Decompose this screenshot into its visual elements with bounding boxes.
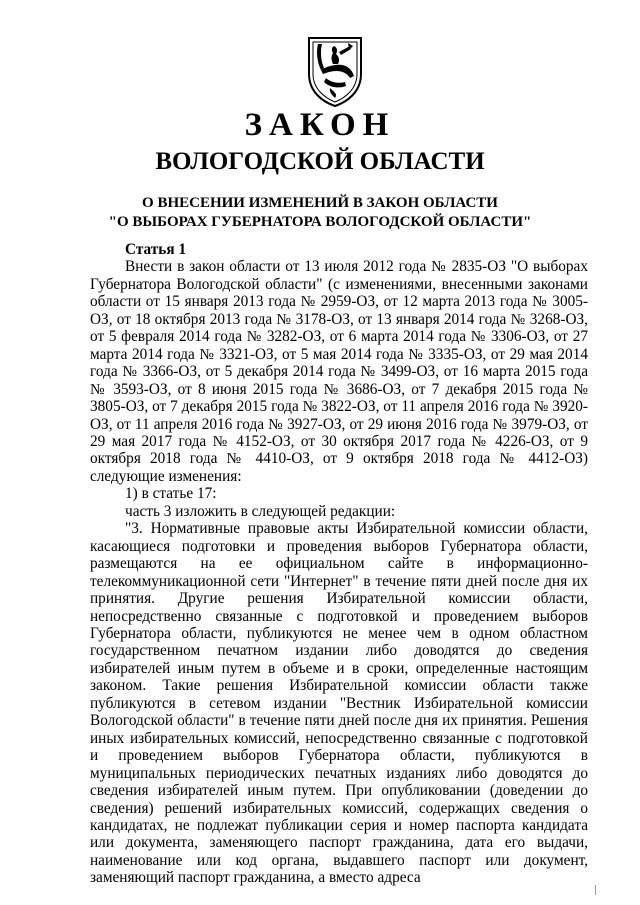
paragraph: Внести в закон области от 13 июля 2012 года № 2835-ОЗ "О выборах Губернатора Вологодской области" (с изменениями, внесенными законами области от 15 января 2013 года № 2959-ОЗ, от 12 марта 2013 года № 3005-ОЗ, от 18 октября 2013 года № 3178-ОЗ, от 13 января 2014 года № 3268-ОЗ, от 5 февраля 2014 года № 3282-ОЗ, от 6 марта 2014 года № 3306-ОЗ, от 27 марта 2014 года № 3321-ОЗ, от 5 мая 2014 года № 3335-ОЗ, от 29 мая 2014 года № 3366-ОЗ, от 5 декабря 2014 года № 3499-ОЗ, от 16 марта 2015 года № 3593-ОЗ, от 8 июня 2015 года № 3686-ОЗ, от 7 декабря 2015 года № 3805-ОЗ, от 7 декабря 2015 года № 3822-ОЗ, от 11 апреля 2016 года № 3920-ОЗ, от 11 апреля 2016 года № 3927-ОЗ, от 29 июня 2016 года № 3979-ОЗ, от 29 мая 2017 года № 4152-ОЗ, от 30 октября 2017 года № 4226-ОЗ, от 9 октября 2018 года № 4410-ОЗ, от 9 октября 2018 года № 4412-ОЗ) следующие изменения:: [90, 258, 588, 485]
paragraph: "3. Нормативные правовые акты Избирательной комиссии области, касающиеся подготовки и проведения выборов Губернатора области, размещаются на ее официальном сайте в информационно-телекоммуникационной сети "Интернет" в течение пяти дней после дня их принятия. Другие решения Избирательной комиссии области, непосредственно связанные с подготовкой и проведением выборов Губернатора области, публикуются не менее чем в одном областном государственном печатном издании либо доводятся до сведения избирателей иным путем в объеме и в сроки, определенные настоящим законом. Такие решения Избирательной комиссии области также публикуются в сетевом издании "Вестник Избирательной комиссии Вологодской области" в течение пяти дней после дня их принятия. Решения иных избирательных комиссий, непосредственно связанные с подготовкой и проведением выборов Губернатора области, публикуются в муниципальных периодических печатных изданиях либо доводятся до сведения избирателей иным путем. При опубликовании (доведении до сведения) решений избирательных комиссий, содержащих сведения о кандидатах, не подлежат публикации серия и номер паспорта кандидата или документа, заменяющего паспорт гражданина, дата его выдачи, наименование или код органа, выдавшего паспорт или документ, заменяющий паспорт гражданина, а вместо адреса: [90, 520, 588, 887]
law-title: ЗАКОН: [244, 107, 396, 143]
article-heading: Статья 1: [125, 241, 187, 258]
scan-mark: [595, 885, 596, 895]
region-title: ВОЛОГОДСКОЙ ОБЛАСТИ: [155, 148, 485, 175]
article-body: [90, 241, 588, 887]
vologda-coat-of-arms-icon: [304, 34, 366, 108]
paragraph: часть 3 изложить в следующей редакции:: [125, 502, 396, 520]
paragraph: 1) в статье 17:: [125, 485, 217, 503]
subtitle-line: О ВНЕСЕНИИ ИЗМЕНЕНИЙ В ЗАКОН ОБЛАСТИ: [142, 195, 498, 211]
subtitle-line: "О ВЫБОРАХ ГУБЕРНАТОРА ВОЛОГОДСКОЙ ОБЛАСТИ": [108, 214, 532, 230]
law-subtitle: [0, 194, 640, 232]
